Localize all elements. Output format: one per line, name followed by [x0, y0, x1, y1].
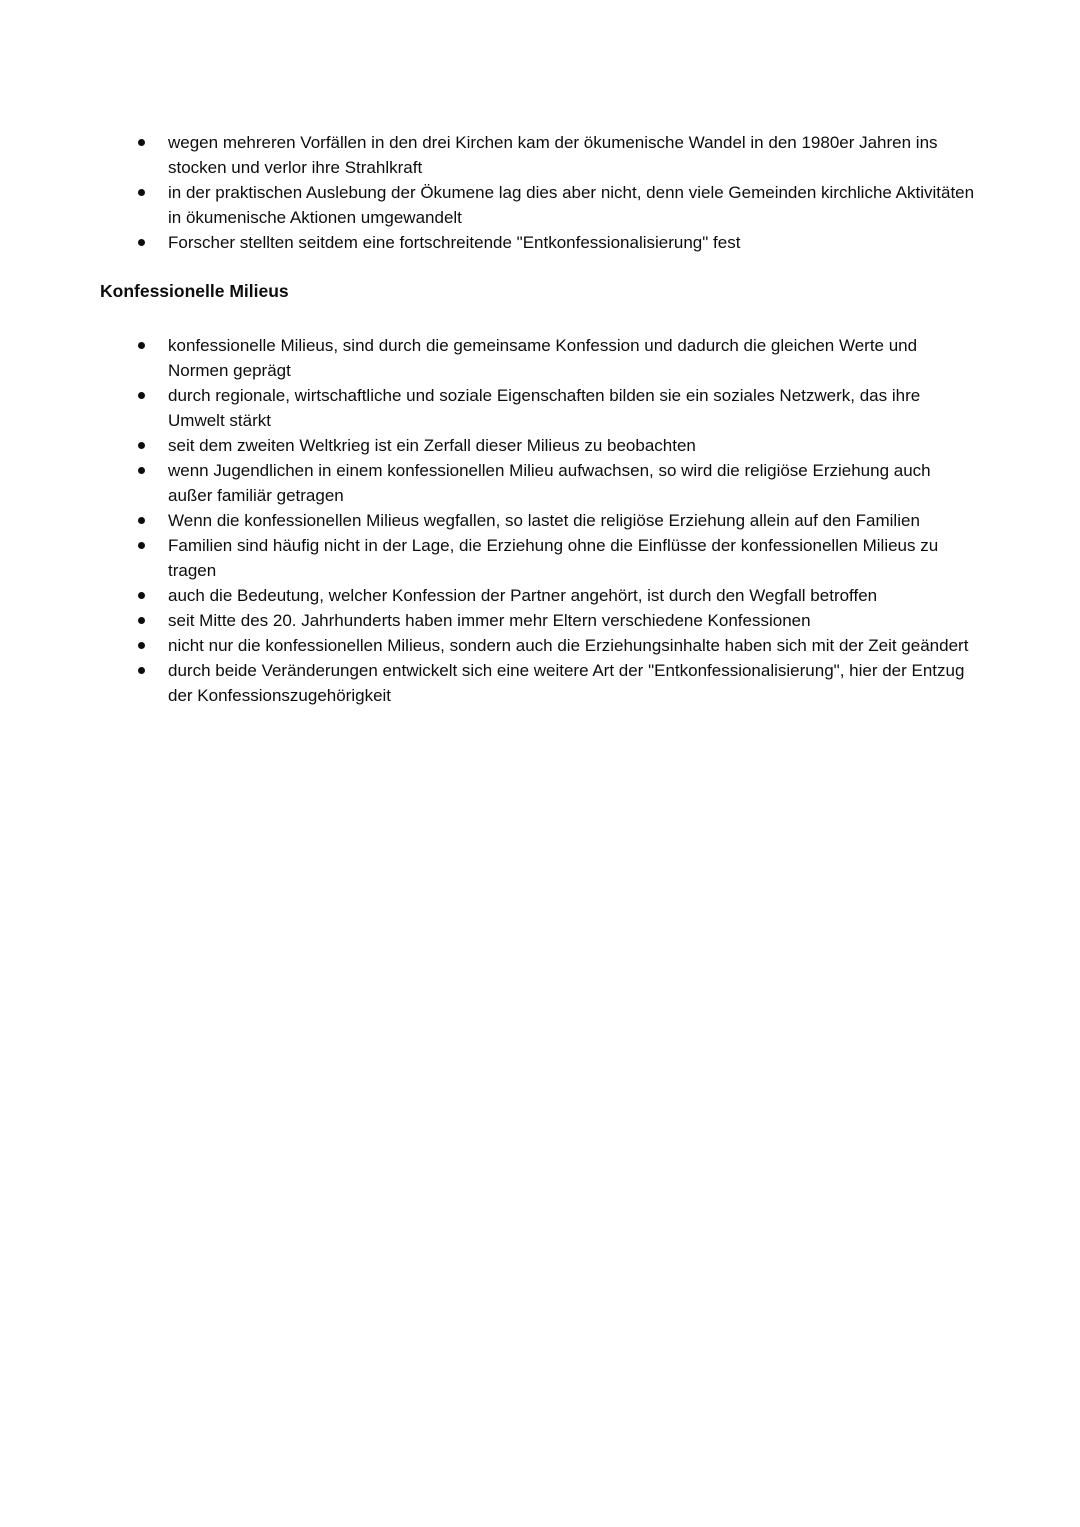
list-item: wegen mehreren Vorfällen in den drei Kirchen kam der ökumenische Wandel in den 1980er Jahren ins stocken und verlor ihre Strahlkraft — [100, 130, 976, 180]
list-item: durch regionale, wirtschaftliche und soziale Eigenschaften bilden sie ein soziales Netzwerk, das ihre Umwelt stärkt — [100, 383, 976, 433]
list-item: seit dem zweiten Weltkrieg ist ein Zerfall dieser Milieus zu beobachten — [100, 433, 976, 458]
intro-bullet-list — [100, 130, 976, 255]
list-item: konfessionelle Milieus, sind durch die gemeinsame Konfession und dadurch die gleichen Werte und Normen geprägt — [100, 333, 976, 383]
list-item: wenn Jugendlichen in einem konfessionellen Milieu aufwachsen, so wird die religiöse Erziehung auch außer familiär getragen — [100, 458, 976, 508]
list-item: Wenn die konfessionellen Milieus wegfallen, so lastet die religiöse Erziehung allein auf den Familien — [100, 508, 976, 533]
list-item: durch beide Veränderungen entwickelt sich eine weitere Art der "Entkonfessionalisierung", hier der Entzug der Konfessionszugehörigkeit — [100, 658, 976, 708]
list-item: nicht nur die konfessionellen Milieus, sondern auch die Erziehungsinhalte haben sich mit der Zeit geändert — [100, 633, 976, 658]
list-item: auch die Bedeutung, welcher Konfession der Partner angehört, ist durch den Wegfall betroffen — [100, 583, 976, 608]
list-item: Familien sind häufig nicht in der Lage, die Erziehung ohne die Einflüsse der konfessionellen Milieus zu tragen — [100, 533, 976, 583]
list-item: seit Mitte des 20. Jahrhunderts haben immer mehr Eltern verschiedene Konfessionen — [100, 608, 976, 633]
list-item: Forscher stellten seitdem eine fortschreitende "Entkonfessionalisierung" fest — [100, 230, 976, 255]
section-heading: Konfessionelle Milieus — [100, 281, 289, 301]
milieus-bullet-list — [100, 333, 976, 708]
list-item: in der praktischen Auslebung der Ökumene lag dies aber nicht, denn viele Gemeinden kirchliche Aktivitäten in ökumenische Aktionen umgewandelt — [100, 180, 976, 230]
